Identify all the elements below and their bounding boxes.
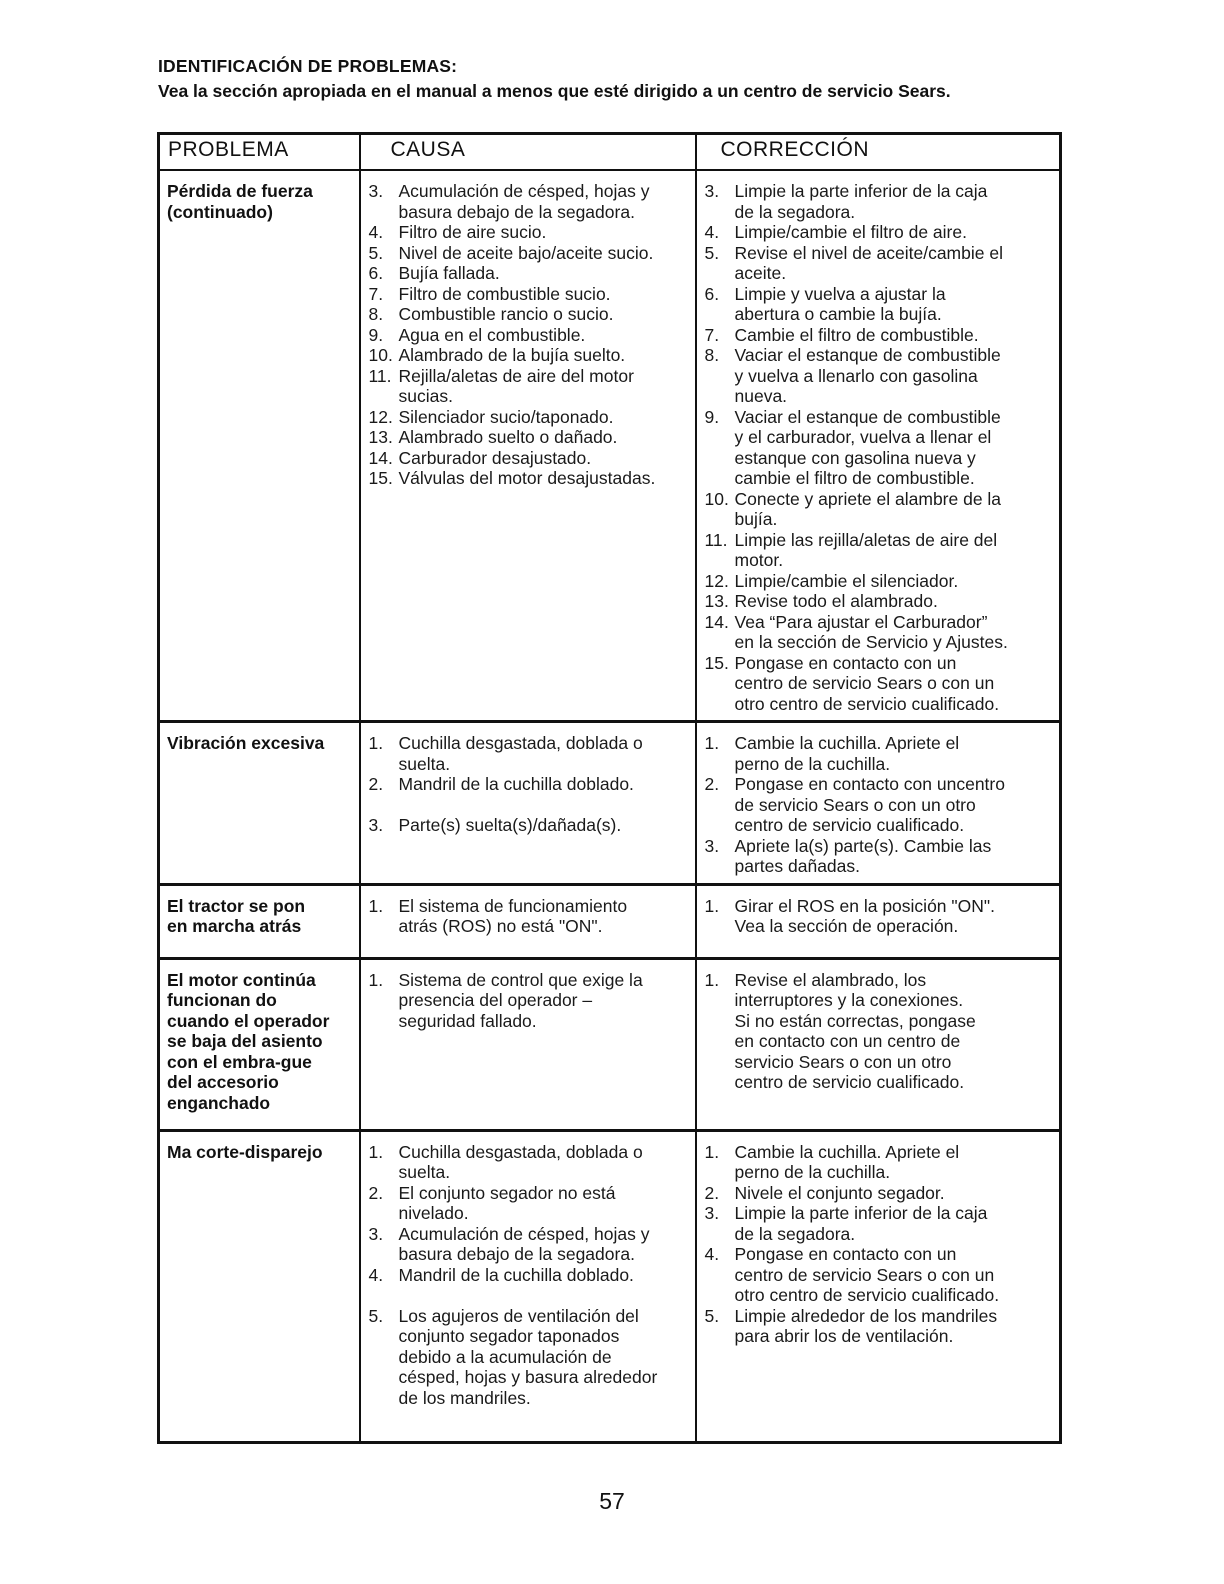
- cause-list: [361, 723, 695, 842]
- item-number: 13.: [368, 427, 393, 447]
- item-text: Limpie y vuelva a ajustar la abertura o cambie la bujía.: [734, 283, 946, 324]
- item-text: Bujía fallada.: [398, 263, 500, 283]
- cause-item: [369, 284, 691, 305]
- correction-cell: [696, 170, 1061, 722]
- cause-cell: [360, 884, 696, 958]
- item-text: Alambrado suelto o dañado.: [398, 427, 618, 447]
- item-number: 4.: [368, 1264, 384, 1285]
- item-number: 3.: [704, 181, 720, 201]
- item-number: 15.: [368, 468, 393, 488]
- item-text: Cuchilla desgastada, doblada o suelta.: [398, 1141, 643, 1182]
- correction-item: [705, 489, 1056, 530]
- problem-cell: [159, 958, 360, 1130]
- cause-item: [369, 733, 691, 774]
- item-text: Agua en el combustible.: [398, 324, 586, 345]
- problem-cell: [159, 722, 360, 885]
- correction-item: [705, 222, 1056, 243]
- item-number: 1.: [704, 733, 720, 753]
- item-text: Limpie/cambie el filtro de aire.: [734, 222, 967, 242]
- item-text: Mandril de la cuchilla doblado.: [398, 1264, 634, 1285]
- item-number: 7.: [368, 283, 384, 304]
- correction-item: [705, 970, 1056, 1093]
- item-number: 12.: [368, 406, 393, 427]
- item-text: Filtro de aire sucio.: [398, 222, 547, 242]
- correction-list: [697, 723, 1060, 883]
- correction-item: [705, 591, 1056, 612]
- item-text: Girar el ROS en la posición "ON". Vea la sección de operación.: [734, 895, 995, 936]
- cause-item: [369, 407, 691, 428]
- correction-item: [705, 1244, 1056, 1306]
- item-text: Alambrado de la bujía suelto.: [398, 345, 626, 365]
- item-number: 6.: [368, 263, 384, 283]
- cause-item: [369, 815, 691, 836]
- item-text: Parte(s) suelta(s)/dañada(s).: [398, 815, 622, 835]
- correction-item: [705, 1183, 1056, 1204]
- item-number: 1.: [704, 969, 720, 990]
- item-number: 10.: [704, 488, 729, 509]
- item-number: 10.: [368, 345, 393, 365]
- cause-item: [369, 263, 691, 284]
- item-number: 12.: [704, 570, 729, 591]
- item-number: 11.: [704, 529, 728, 550]
- correction-list: [697, 960, 1060, 1099]
- cause-item: [369, 970, 691, 1032]
- problem-label: El tractor se pon en marcha atrás: [167, 895, 306, 936]
- table-row: [159, 884, 1061, 958]
- problem-cell: [159, 170, 360, 722]
- item-number: 14.: [368, 447, 393, 468]
- item-number: 1.: [368, 733, 384, 753]
- item-text: Nivel de aceite bajo/aceite sucio.: [398, 242, 654, 263]
- cause-list: [361, 171, 695, 495]
- item-text: Pongase en contacto con un centro de servicio Sears o con un otro centro de servicio cualificado.: [734, 1244, 1000, 1305]
- cause-item: [369, 468, 691, 489]
- item-text: Rejilla/aletas de aire del motor sucias.: [398, 365, 634, 406]
- table-row: [159, 958, 1061, 1130]
- item-text: Limpie las rejilla/aletas de aire del motor.: [734, 529, 998, 570]
- problem-cell: [159, 1130, 360, 1442]
- item-text: Vaciar el estanque de combustible y vuelva a llenarlo con gasolina nueva.: [734, 345, 1001, 406]
- item-number: 5.: [368, 1305, 384, 1326]
- cause-item: [369, 896, 691, 937]
- item-number: 5.: [368, 242, 384, 263]
- item-text: Limpie/cambie el silenciador.: [734, 570, 959, 591]
- item-text: Apriete la(s) parte(s). Cambie las partes dañadas.: [734, 835, 992, 876]
- cause-item: [369, 1183, 691, 1224]
- item-text: Mandril de la cuchilla doblado.: [398, 774, 634, 794]
- item-text: Revise todo el alambrado.: [734, 591, 938, 611]
- correction-list: [697, 171, 1060, 720]
- item-text: El sistema de funcionamiento atrás (ROS) no está "ON".: [398, 895, 628, 936]
- cause-item: [369, 243, 691, 264]
- problem-label: Ma corte-disparejo: [167, 1141, 323, 1162]
- item-number: 15.: [704, 652, 729, 673]
- cause-cell: [360, 170, 696, 722]
- page-number: 57: [599, 1488, 625, 1514]
- correction-item: [705, 1306, 1056, 1347]
- cause-item: [369, 1142, 691, 1183]
- item-text: Cambie la cuchilla. Apriete el perno de la cuchilla.: [734, 1141, 960, 1182]
- table-row: [159, 722, 1061, 885]
- correction-item: [705, 325, 1056, 346]
- item-number: 4.: [368, 222, 384, 242]
- cause-item: [369, 181, 691, 222]
- correction-item: [705, 181, 1056, 222]
- item-number: 1.: [368, 1141, 384, 1162]
- item-text: Limpie la parte inferior de la caja de la segadora.: [734, 181, 988, 222]
- correction-item: [705, 653, 1056, 715]
- table-row: [159, 1130, 1061, 1442]
- correction-item: [705, 1203, 1056, 1244]
- correction-item: [705, 345, 1056, 407]
- item-number: 9.: [704, 406, 720, 427]
- cause-item: [369, 774, 691, 815]
- item-text: Cambie la cuchilla. Apriete el perno de la cuchilla.: [734, 733, 960, 774]
- item-number: 2.: [704, 774, 720, 794]
- item-text: Pongase en contacto con un centro de servicio Sears o con un otro centro de servicio cualificado.: [734, 652, 1000, 714]
- correction-cell: [696, 1130, 1061, 1442]
- cause-item: [369, 345, 691, 366]
- item-text: Limpie la parte inferior de la caja de la segadora.: [734, 1203, 988, 1244]
- item-number: 14.: [704, 611, 729, 632]
- table-row: [159, 170, 1061, 722]
- cause-item: [369, 427, 691, 448]
- item-number: 6.: [704, 283, 720, 304]
- header-problema: PROBLEMA: [159, 134, 360, 171]
- item-number: 3.: [704, 835, 720, 856]
- problem-label: El motor continúa funcionan do cuando el operador se baja del asiento con el embra-gue del accesorio enganchado: [167, 969, 330, 1113]
- item-text: Pongase en contacto con uncentro de servicio Sears o con un otro centro de servicio cualificado.: [734, 774, 1005, 835]
- problem-label: Pérdida de fuerza (continuado): [167, 181, 313, 222]
- item-number: 1.: [704, 895, 720, 916]
- problem-label: Vibración excesiva: [167, 733, 325, 753]
- item-text: Sistema de control que exige la presencia del operador – seguridad fallado.: [398, 969, 643, 1031]
- correction-list: [697, 886, 1060, 943]
- item-text: Cambie el filtro de combustible.: [734, 324, 979, 345]
- cause-item: [369, 325, 691, 346]
- section-heading: IDENTIFICACIÓN DE PROBLEMAS:: [158, 56, 458, 76]
- cause-list: [361, 1132, 695, 1415]
- header-causa: CAUSA: [360, 134, 696, 171]
- correction-item: [705, 774, 1056, 836]
- correction-cell: [696, 958, 1061, 1130]
- item-number: 8.: [704, 345, 720, 365]
- item-number: 5.: [704, 242, 720, 263]
- item-text: Vaciar el estanque de combustible y el carburador, vuelva a llenar el estanque con gasolina nueva y cambie el filtro de combustible.: [734, 406, 1001, 488]
- item-text: Carburador desajustado.: [398, 447, 592, 468]
- item-number: 3.: [368, 815, 384, 835]
- item-text: Acumulación de césped, hojas y basura debajo de la segadora.: [398, 181, 650, 222]
- item-number: 4.: [704, 222, 720, 242]
- item-text: Vea “Para ajustar el Carburador” en la sección de Servicio y Ajustes.: [734, 611, 1008, 652]
- item-text: El conjunto segador no está nivelado.: [398, 1182, 616, 1223]
- troubleshooting-table: [157, 132, 1062, 1444]
- correction-item: [705, 612, 1056, 653]
- table-header-row: [159, 134, 1061, 171]
- item-number: 2.: [704, 1182, 720, 1203]
- problem-cell: [159, 884, 360, 958]
- section-subheading: Vea la sección apropiada en el manual a menos que esté dirigido a un centro de servicio Sears.: [158, 81, 951, 101]
- item-text: Los agujeros de ventilación del conjunto segador taponados debido a la acumulación de césped, hojas y basura alrededor de los mandriles.: [398, 1305, 658, 1408]
- item-text: Cuchilla desgastada, doblada o suelta.: [398, 733, 643, 774]
- item-number: 4.: [704, 1244, 720, 1264]
- item-number: 9.: [368, 324, 384, 345]
- cause-item: [369, 222, 691, 243]
- cause-item: [369, 304, 691, 325]
- item-number: 3.: [368, 181, 384, 201]
- item-number: 2.: [368, 1182, 384, 1203]
- item-text: Válvulas del motor desajustadas.: [398, 468, 656, 488]
- cause-list: [361, 960, 695, 1038]
- correction-list: [697, 1132, 1060, 1353]
- item-number: 8.: [368, 304, 384, 324]
- correction-item: [705, 530, 1056, 571]
- cause-cell: [360, 958, 696, 1130]
- correction-item: [705, 1142, 1056, 1183]
- correction-item: [705, 571, 1056, 592]
- cause-item: [369, 366, 691, 407]
- item-number: 1.: [368, 895, 384, 916]
- item-number: 13.: [704, 591, 729, 611]
- item-number: 1.: [368, 969, 384, 990]
- item-text: Revise el alambrado, los interruptores y la conexiones. Si no están correctas, pongase en contacto con un centro de servicio Sears o con un otro centro de servicio cualificado.: [734, 969, 976, 1092]
- cause-item: [369, 448, 691, 469]
- correction-cell: [696, 722, 1061, 885]
- cause-item: [369, 1265, 691, 1306]
- cause-item: [369, 1224, 691, 1265]
- item-number: 2.: [368, 774, 384, 794]
- correction-item: [705, 284, 1056, 325]
- correction-cell: [696, 884, 1061, 958]
- item-number: 3.: [704, 1203, 720, 1223]
- correction-item: [705, 836, 1056, 877]
- item-text: Silenciador sucio/taponado.: [398, 406, 614, 427]
- item-number: 7.: [704, 324, 720, 345]
- item-text: Nivele el conjunto segador.: [734, 1182, 945, 1203]
- cause-cell: [360, 722, 696, 885]
- item-text: Acumulación de césped, hojas y basura debajo de la segadora.: [398, 1223, 650, 1264]
- cause-list: [361, 886, 695, 943]
- item-text: Limpie alrededor de los mandriles para abrir los de ventilación.: [734, 1305, 998, 1346]
- cause-cell: [360, 1130, 696, 1442]
- item-text: Revise el nivel de aceite/cambie el aceite.: [734, 242, 1003, 283]
- item-text: Conecte y apriete el alambre de la bujía.: [734, 488, 1002, 529]
- correction-item: [705, 896, 1056, 937]
- item-number: 1.: [704, 1141, 720, 1162]
- item-number: 3.: [368, 1223, 384, 1244]
- correction-item: [705, 407, 1056, 489]
- item-text: Filtro de combustible sucio.: [398, 283, 611, 304]
- cause-item: [369, 1306, 691, 1409]
- header-correccion: CORRECCIÓN: [696, 134, 1061, 171]
- item-number: 5.: [704, 1305, 720, 1326]
- correction-item: [705, 243, 1056, 284]
- item-number: 11.: [368, 365, 392, 386]
- item-text: Combustible rancio o sucio.: [398, 304, 614, 324]
- correction-item: [705, 733, 1056, 774]
